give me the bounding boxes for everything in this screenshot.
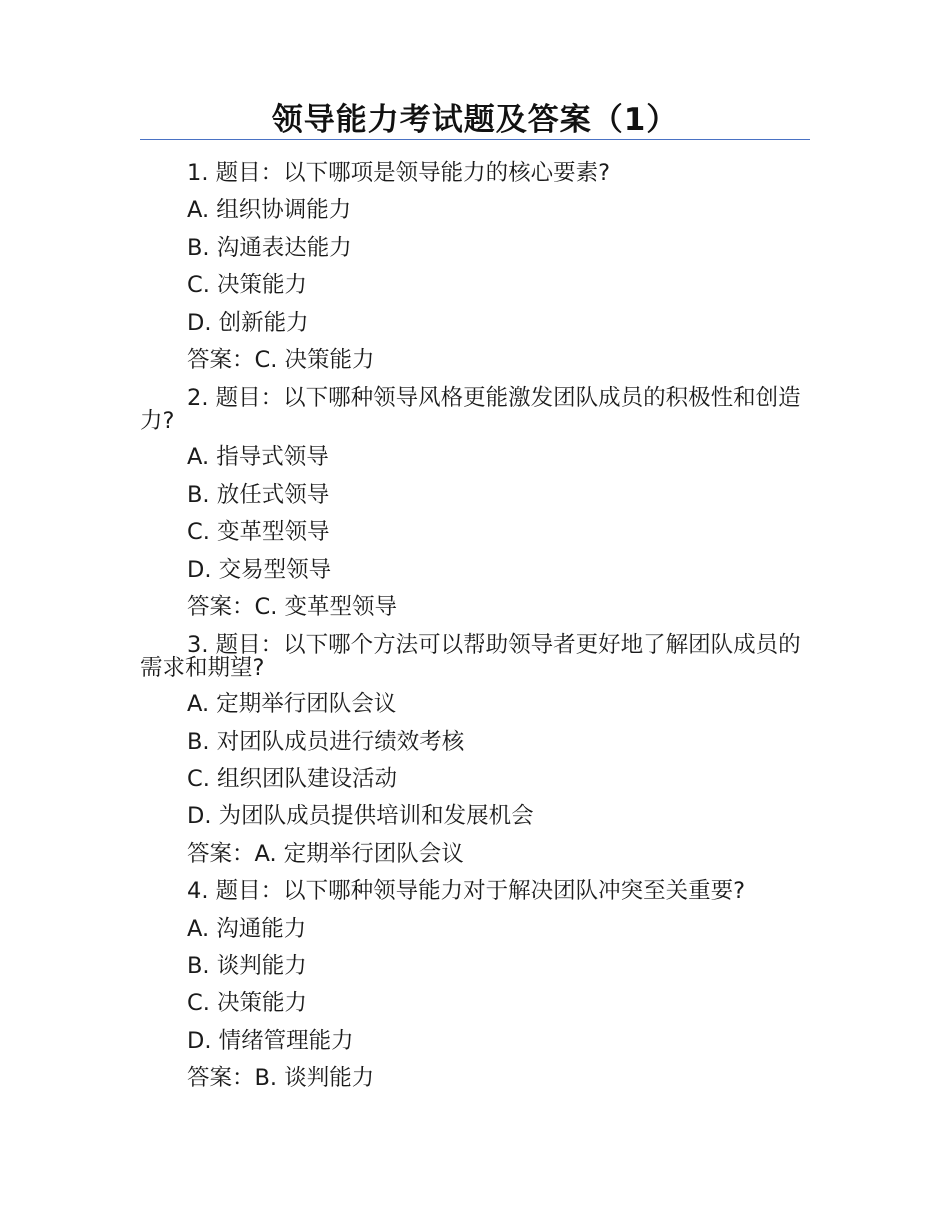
question-2-option-b: B. 放任式领导 (187, 481, 330, 508)
question-2-text: 2. 题目：以下哪种领导风格更能激发团队成员的积极性和创造力? (140, 385, 801, 435)
question-1-option-c: C. 决策能力 (187, 272, 308, 299)
question-3-answer: 答案：A. 定期举行团队会议 (187, 840, 464, 867)
question-1-text: 1. 题目：以下哪项是领导能力的核心要素? (187, 160, 611, 186)
question-4-option-c: C. 决策能力 (187, 990, 308, 1017)
question-3-text: 3. 题目：以下哪个方法可以帮助领导者更好地了解团队成员的需求和期望? (140, 632, 801, 682)
question-2-option-a: A. 指导式领导 (187, 444, 329, 471)
question-4-answer: 答案：B. 谈判能力 (187, 1065, 375, 1092)
question-4-option-b: B. 谈判能力 (187, 953, 307, 980)
document-title: 领导能力考试题及答案（1） (271, 102, 679, 138)
title-underline (140, 139, 810, 140)
question-2-option-d: D. 交易型领导 (187, 556, 332, 583)
question-1-answer: 答案：C. 决策能力 (187, 346, 375, 373)
question-3-option-d: D. 为团队成员提供培训和发展机会 (187, 803, 534, 830)
question-4-option-a: A. 沟通能力 (187, 915, 307, 942)
question-2-answer: 答案：C. 变革型领导 (187, 593, 398, 620)
question-4-text: 4. 题目：以下哪种领导能力对于解决团队冲突至关重要? (187, 878, 746, 905)
question-2-option-c: C. 变革型领导 (187, 519, 330, 546)
question-4-option-d: D. 情绪管理能力 (187, 1027, 354, 1054)
question-3-option-a: A. 定期举行团队会议 (187, 691, 397, 718)
document-body (140, 155, 810, 1098)
question-1-option-d: D. 创新能力 (187, 309, 309, 336)
question-3-option-b: B. 对团队成员进行绩效考核 (187, 728, 465, 755)
question-1-option-b: B. 沟通表达能力 (187, 234, 352, 261)
question-3-option-c: C. 组织团队建设活动 (187, 766, 398, 793)
question-1-option-a: A. 组织协调能力 (187, 197, 352, 224)
